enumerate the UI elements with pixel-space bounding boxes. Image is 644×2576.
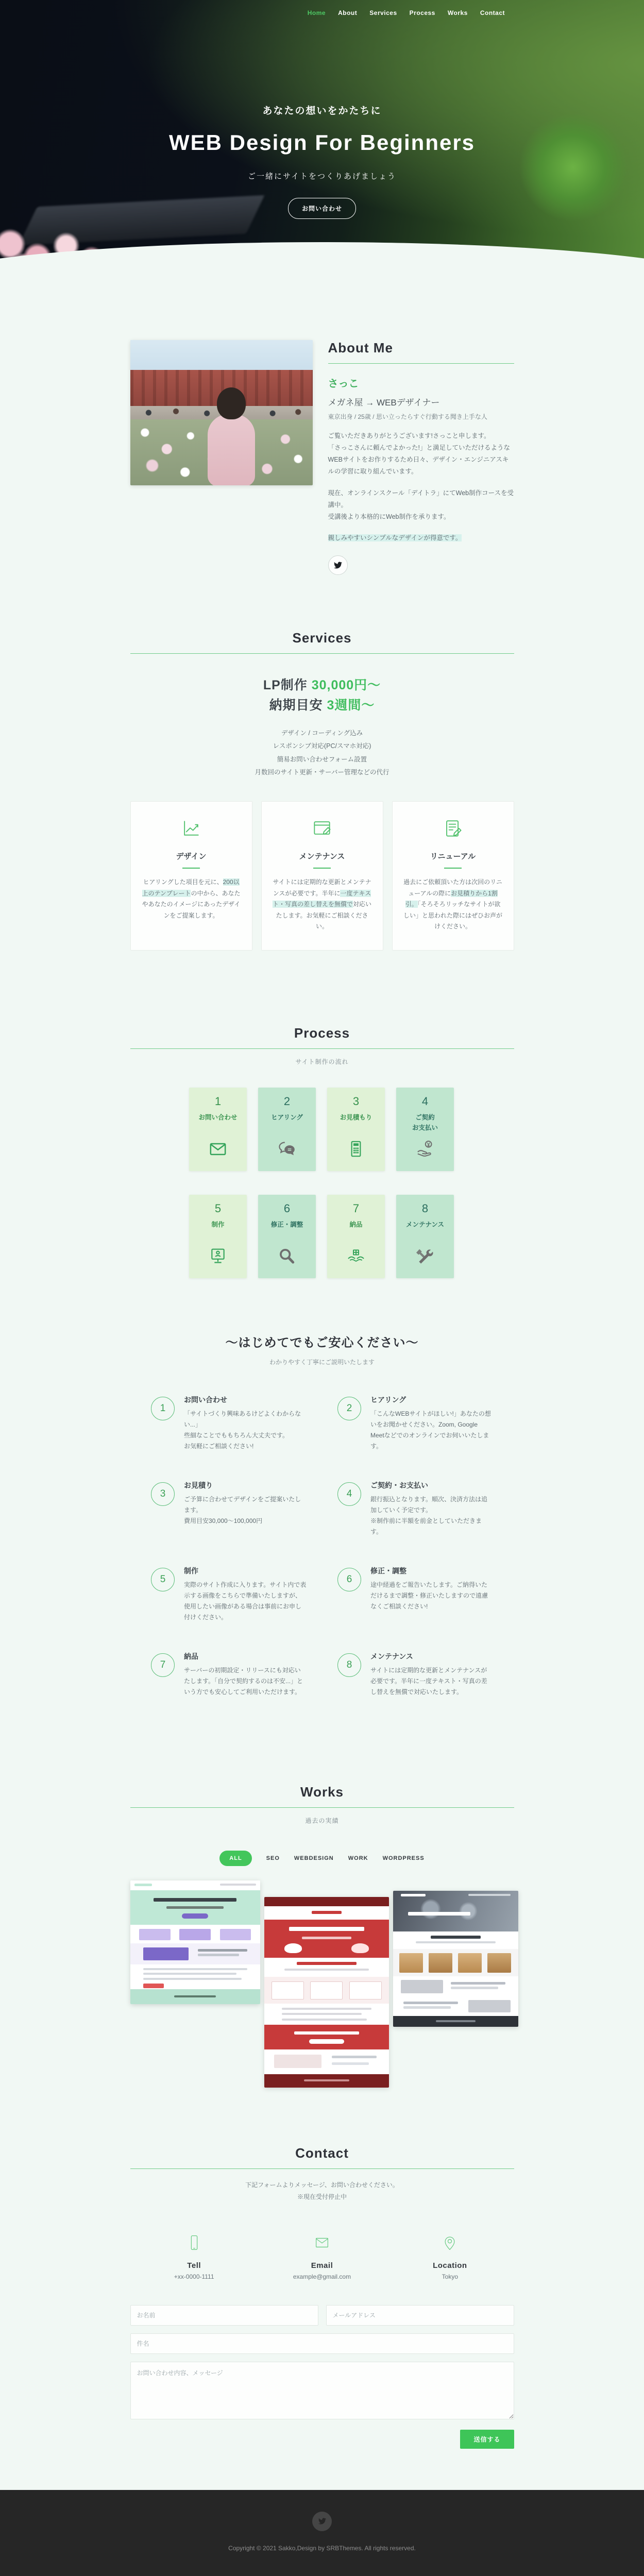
- info-title: Tell: [187, 2261, 201, 2270]
- pin-icon: [441, 2234, 459, 2251]
- mock-logo: [401, 1894, 426, 1896]
- reason-body: [370, 1409, 493, 1452]
- mock-line: [403, 2006, 451, 2009]
- mock-subtitle: [166, 1906, 224, 1909]
- reason-item-4: [337, 1480, 493, 1537]
- step-number: 3: [352, 1094, 360, 1108]
- mock-subtitle: [302, 1937, 352, 1939]
- mock-line: [282, 2019, 367, 2021]
- about-p1-line1: ご覧いただきありがとうございます!さっこと申します。: [328, 432, 490, 439]
- step-number: 8: [421, 1201, 429, 1215]
- info-title: Location: [433, 2261, 467, 2270]
- reason-title: 修正・調整: [370, 1566, 406, 1575]
- filter-seo[interactable]: SEO: [266, 1855, 280, 1861]
- price-value: 30,000円〜: [311, 678, 381, 692]
- about-career: メガネ屋 → WEBデザイナー: [328, 398, 440, 408]
- reason-line: ※制作前に半額を前金としていただきます。: [370, 1517, 482, 1535]
- window-edit-icon: [311, 817, 333, 840]
- mock-feature-band: [393, 1976, 518, 1997]
- reason-item-7: [151, 1651, 307, 1698]
- mock-text-band: [130, 1964, 260, 1989]
- tools-icon: [415, 1246, 435, 1269]
- reason-line: サイトには定期的な更新とメンテナンスが必要です。半年に一度テキスト・写真の差し替えを無償で対応いたします。: [370, 1666, 487, 1696]
- about-name: さっこ: [328, 378, 359, 389]
- mock-title: [408, 1912, 470, 1916]
- mock-grid-band: [264, 2049, 389, 2074]
- step-label: メンテナンス: [405, 1221, 444, 1228]
- reason-number: 3: [151, 1482, 175, 1506]
- body-highlight: 一度テキスト・写真の差し替えを無償で: [272, 889, 371, 908]
- mock-line: [282, 2013, 362, 2015]
- reason-number: 5: [151, 1568, 175, 1591]
- mock-footer: [393, 2016, 518, 2027]
- copyright-text: Copyright © 2021 Sakko,Design by SRBThemes. All rights reserved.: [228, 2544, 416, 2552]
- reason-item-1: [151, 1395, 307, 1452]
- mock-logo-band: [264, 1906, 389, 1920]
- service-card-renewal: [392, 801, 514, 951]
- twitter-button[interactable]: [328, 555, 348, 575]
- step-label: [412, 1112, 438, 1133]
- step-number: 2: [283, 1094, 291, 1108]
- feature-item: 簡易お問い合わせフォーム設置: [277, 755, 367, 763]
- mock-image: [274, 2055, 321, 2068]
- about-profile: 東京出身 / 25歳 / 思い立ったらすぐ行動する聞き上手な人: [328, 413, 487, 420]
- mock-hero: [130, 1890, 260, 1925]
- hero-section: [0, 0, 644, 289]
- service-card-maintenance: [261, 801, 383, 951]
- step-number: 6: [283, 1201, 291, 1215]
- photo-person: [208, 387, 255, 485]
- twitter-icon: [318, 2517, 326, 2525]
- service-title-bar: [444, 868, 462, 869]
- reason-line: 銀行振込となります。順次、決済方法は追加していく予定です。: [370, 1495, 488, 1514]
- mock-card: [139, 1929, 171, 1940]
- mock-line: [174, 1995, 216, 1997]
- reason-title: ヒアリング: [370, 1395, 406, 1404]
- mock-line: [451, 1987, 498, 1989]
- chat-icon: [277, 1139, 297, 1162]
- reason-title: 納品: [184, 1652, 198, 1660]
- mock-card: [272, 1981, 304, 1999]
- reason-item-3: [151, 1480, 307, 1537]
- info-value: Tokyo: [442, 2273, 458, 2280]
- work-thumbnail-3[interactable]: [393, 1891, 518, 2027]
- mock-text-band: [264, 2004, 389, 2025]
- hero-curve-divider: [0, 242, 644, 289]
- service-title-bar: [313, 868, 331, 869]
- mock-text-band: [393, 1931, 518, 1949]
- nav-item-process[interactable]: Process: [409, 9, 435, 16]
- payment-icon: [415, 1139, 435, 1162]
- services-section: [130, 607, 514, 997]
- mock-footer: [130, 1989, 260, 2004]
- contact-info-row: [130, 2234, 514, 2280]
- contact-form: [130, 2305, 514, 2449]
- mock-topbar: [264, 1897, 389, 1907]
- reason-line: 途中経過をご報告いたします。ご納得いただけるまで調整・修正いたしますので遠慮なくご相談ください!: [370, 1581, 488, 1610]
- reason-number: 7: [151, 1653, 175, 1677]
- hero-tagline: あなたの想いをかたちに: [262, 106, 382, 116]
- photo-person-hair: [217, 387, 246, 419]
- phone-icon: [185, 2234, 203, 2251]
- footer: [0, 2490, 644, 2576]
- mock-line: [198, 1949, 247, 1952]
- step-label: 制作: [211, 1221, 225, 1228]
- nav-item-about[interactable]: About: [338, 9, 358, 16]
- process-step-4: [396, 1088, 454, 1171]
- mock-navlinks: [220, 1884, 256, 1886]
- monitor-icon: [208, 1246, 228, 1269]
- about-section: [130, 289, 514, 607]
- nav-item-services[interactable]: Services: [369, 9, 397, 16]
- body-text: の中から、あなたやあなたのイメージにあったデザインをご提案します。: [142, 889, 241, 919]
- about-highlight: 親しみやすいシンプルなデザインが得意です。: [328, 534, 462, 541]
- step-label: ヒアリング: [271, 1113, 303, 1121]
- reason-number: 8: [337, 1653, 361, 1677]
- mock-line: [198, 1954, 240, 1956]
- message-textarea[interactable]: [130, 2362, 514, 2419]
- body-text: 対応いたします。お気軽にご相談ください。: [276, 901, 372, 930]
- mock-feature-band: [130, 1943, 260, 1964]
- contact-desc-line: 下記フォームよりメッセージ、お問い合わせください。: [245, 2181, 399, 2189]
- name-input[interactable]: [130, 2305, 318, 2326]
- reason-line: ご予算に合わせてデザインをご提案いたします。: [184, 1495, 301, 1514]
- contact-note: ※現在受付停止中: [297, 2193, 347, 2200]
- contact-section: [130, 2088, 514, 2490]
- works-heading: Works: [300, 1784, 344, 1800]
- mock-line: [403, 2002, 459, 2004]
- service-card-body: [141, 877, 242, 921]
- mock-image: [143, 1947, 189, 1960]
- process-step-5: [189, 1195, 247, 1278]
- reason-number: 2: [337, 1397, 361, 1420]
- process-step-3: [327, 1088, 385, 1171]
- process-step-6: [258, 1195, 316, 1278]
- mock-product: [399, 1953, 423, 1973]
- reason-item-5: [151, 1566, 307, 1623]
- delivery-icon: [346, 1246, 366, 1269]
- reason-line: 「こんなWEBサイトがほしい!」あなたの想いをお聞かせください。Zoom, Google Meetなどでのオンラインでお伺いいたします。: [370, 1410, 491, 1450]
- step-label: お問い合わせ: [198, 1113, 238, 1121]
- contact-info-email: [258, 2234, 386, 2280]
- mock-card: [179, 1929, 211, 1940]
- mock-line: [332, 2062, 369, 2065]
- mock-cta: [182, 1913, 208, 1919]
- works-section: [130, 1728, 514, 2088]
- mock-image: [468, 2000, 511, 2012]
- reason-title: メンテナンス: [370, 1652, 413, 1660]
- process-heading: Process: [294, 1025, 350, 1041]
- mock-product: [429, 1953, 452, 1973]
- mock-line: [451, 1982, 506, 1985]
- body-highlight: お見積りから1割引。: [405, 889, 498, 908]
- mock-line: [282, 2008, 371, 2010]
- subject-input[interactable]: [130, 2333, 514, 2354]
- chart-icon: [180, 817, 202, 840]
- mock-title: [154, 1898, 236, 1902]
- calculator-icon: [346, 1139, 366, 1162]
- document-edit-icon: [442, 817, 464, 840]
- mock-card: [349, 1981, 382, 1999]
- mock-products-row: [393, 1949, 518, 1976]
- works-heading-underline: [130, 1807, 514, 1808]
- mock-figure: [284, 1943, 302, 1953]
- services-heading: Services: [292, 630, 352, 646]
- body-highlight: 200以上のテンプレート: [142, 878, 240, 897]
- mock-line: [143, 1968, 247, 1970]
- mock-figure: [351, 1943, 369, 1953]
- contact-heading-underline: [130, 2168, 514, 2169]
- reason-number: 4: [337, 1482, 361, 1506]
- mock-text-band: [264, 1958, 389, 1977]
- reason-body: [370, 1494, 493, 1537]
- about-photo: [130, 340, 313, 485]
- mock-line: [294, 2031, 359, 2035]
- submit-button[interactable]: 送信する: [460, 2430, 514, 2449]
- filter-work[interactable]: WORK: [348, 1855, 368, 1861]
- filter-all[interactable]: ALL: [219, 1851, 251, 1866]
- mock-button: [143, 1984, 164, 1988]
- process-step-2: [258, 1088, 316, 1171]
- services-pricing: [130, 675, 514, 716]
- mock-line: [304, 2079, 349, 2081]
- mock-line: [143, 1978, 242, 1980]
- reason-line: サーバーの初期設定・リリースにも対応いたします。「自分で契約するのは不安...」という方でも安心してご利用いただけます。: [184, 1666, 303, 1696]
- price-line: [130, 675, 514, 696]
- process-section: [130, 997, 514, 1301]
- price-label: LP制作: [263, 678, 312, 692]
- work-thumbnail-2[interactable]: [264, 1897, 389, 2088]
- hero-contact-button[interactable]: お問い合わせ: [288, 198, 356, 219]
- hero-subtitle: ご一緒にサイトをつくりあげましょう: [248, 172, 396, 181]
- service-card-body: [272, 877, 372, 933]
- about-p2-line1: 現在、オンラインスクール「デイトラ」にてWeb制作コースを受講中。: [328, 489, 514, 509]
- reason-line: 「サイトづくり興味あるけどよくわからない...」: [184, 1410, 301, 1428]
- reason-title: ご契約・お支払い: [370, 1481, 428, 1489]
- mock-line: [143, 1973, 237, 1975]
- reason-item-6: [337, 1566, 493, 1623]
- reason-body: [184, 1580, 307, 1623]
- mock-cards-row: [264, 1977, 389, 2004]
- reason-body: [370, 1665, 493, 1698]
- mock-footer: [264, 2074, 389, 2088]
- reason-title: お問い合わせ: [184, 1395, 227, 1404]
- reason-title: お見積り: [184, 1481, 213, 1489]
- mock-banner: [264, 2025, 389, 2049]
- service-card-body: [403, 877, 503, 933]
- reason-number: 1: [151, 1397, 175, 1420]
- mail-icon: [313, 2234, 331, 2251]
- delivery-line: [130, 696, 514, 716]
- reason-line: 実際のサイト作成に入ります。サイト内で表示する画像をこちらで準備いたしますが、使用したい画像がある場合は事前にお申し付けください。: [184, 1581, 307, 1621]
- mock-button: [309, 2039, 344, 2044]
- reason-line: 費用目安30,000〜100,000円: [184, 1517, 263, 1524]
- services-feature-list: [130, 727, 514, 780]
- nav-item-home[interactable]: Home: [307, 9, 326, 16]
- reassurance-section: [130, 1301, 514, 1728]
- service-title-bar: [182, 868, 200, 869]
- contact-description: [130, 2179, 514, 2203]
- magnifier-icon: [277, 1246, 297, 1269]
- twitter-icon: [334, 561, 342, 569]
- info-title: Email: [311, 2261, 333, 2270]
- reassurance-subtitle: わかりやすく丁寧にご説明いたします: [269, 1358, 375, 1366]
- mock-card: [310, 1981, 343, 1999]
- info-value: example@gmail.com: [293, 2273, 351, 2280]
- step-number: 5: [214, 1201, 222, 1215]
- services-heading-underline: [130, 653, 514, 654]
- service-card-title: リニューアル: [430, 852, 476, 861]
- mock-line: [284, 1969, 369, 1971]
- body-text: ヒアリングした項目を元に、: [143, 878, 223, 886]
- about-heading-underline: [328, 363, 514, 364]
- email-input[interactable]: [326, 2305, 514, 2326]
- reason-line: お気軽にご相談ください!: [184, 1442, 254, 1450]
- step-label-line1: ご契約: [415, 1113, 435, 1121]
- reason-item-8: [337, 1651, 493, 1698]
- step-label-line2: お支払い: [412, 1124, 438, 1131]
- feature-item: 月数回のサイト更新・サーバー管理などの代行: [255, 769, 389, 776]
- footer-twitter-button[interactable]: [312, 2512, 332, 2531]
- delivery-label: 納期目安: [269, 698, 327, 713]
- about-p1-line2: 「さっこさんに頼んでよかった!」と満足していただけるようなWEBサイトをお作りするため日々、デザイン・エンジニアスキルの学習に取り組んでいます。: [328, 444, 510, 476]
- about-p2-line2: 受講後より本格的にWeb制作を承ります。: [328, 513, 450, 520]
- works-subtitle: 過去の実績: [305, 1817, 339, 1824]
- reason-item-2: [337, 1395, 493, 1452]
- about-paragraph-3: [328, 532, 514, 544]
- mock-photo-hero: [393, 1891, 518, 1931]
- contact-info-tel: [130, 2234, 258, 2280]
- mock-hero: [264, 1920, 389, 1958]
- mock-cards-row: [130, 1925, 260, 1943]
- about-paragraph-1: [328, 430, 514, 478]
- filter-webdesign[interactable]: WEBDESIGN: [294, 1855, 334, 1861]
- step-number: 7: [352, 1201, 360, 1215]
- mock-card: [220, 1929, 251, 1940]
- step-label: 納品: [349, 1221, 363, 1228]
- step-label: 修正・調整: [270, 1221, 303, 1228]
- filter-wordpress[interactable]: WORDPRESS: [382, 1855, 425, 1861]
- step-number: 4: [421, 1094, 429, 1108]
- reason-body: [184, 1409, 307, 1452]
- reason-number: 6: [337, 1568, 361, 1591]
- mock-line: [332, 2056, 377, 2058]
- body-text: 「そろそろリッチなサイトが欲しい」と思われた際にはぜひお声がけください。: [403, 901, 502, 930]
- body-text: サイトには定期的な更新とメンテナンスが必要です。半年に: [273, 878, 371, 897]
- mock-line: [436, 2020, 476, 2022]
- process-subtitle: サイト制作の流れ: [295, 1058, 349, 1065]
- nav-item-works[interactable]: Works: [447, 9, 468, 16]
- mock-navbar: [130, 1880, 260, 1890]
- mock-product: [487, 1953, 511, 1973]
- works-gallery: [130, 1880, 518, 2088]
- nav-item-contact[interactable]: Contact: [480, 9, 505, 16]
- mock-navlinks: [468, 1894, 511, 1896]
- work-thumbnail-1[interactable]: [130, 1880, 260, 2004]
- mock-product: [458, 1953, 482, 1973]
- feature-item: デザイン / コーディング込み: [281, 729, 363, 737]
- reason-title: 制作: [184, 1566, 198, 1575]
- contact-heading: Contact: [295, 2145, 349, 2161]
- reassurance-heading: 〜はじめてでもご安心ください〜: [225, 1335, 419, 1350]
- mock-heading: [297, 1962, 357, 1965]
- photo-sky: [130, 340, 313, 370]
- process-step-8: [396, 1195, 454, 1278]
- step-label: お見積もり: [340, 1113, 372, 1121]
- delivery-value: 3週間〜: [327, 698, 375, 713]
- service-card-title: デザイン: [176, 852, 207, 861]
- mock-heading: [431, 1936, 481, 1939]
- service-card-title: メンテナンス: [299, 852, 345, 861]
- info-value: +xx-0000-1111: [174, 2273, 214, 2280]
- mock-feature-band: [393, 1997, 518, 2016]
- service-card-design: [130, 801, 252, 951]
- mock-line: [416, 1941, 496, 1943]
- process-heading-underline: [130, 1048, 514, 1049]
- mock-logo: [312, 1911, 342, 1914]
- feature-item: レスポンシブ対応(PC/スマホ対応): [273, 742, 371, 750]
- body-text: 過去にご依頼頂いた方は次回のリニューアルの際に: [403, 878, 502, 897]
- reason-body: [370, 1580, 493, 1612]
- process-step-7: [327, 1195, 385, 1278]
- photo-person-body: [208, 414, 255, 485]
- hero-title: WEB Design For Beginners: [168, 130, 476, 155]
- works-filter-bar: [130, 1851, 514, 1866]
- mock-logo: [134, 1884, 152, 1886]
- reason-line: 些細なことでももちろん大丈夫です。: [184, 1431, 289, 1439]
- reason-body: [184, 1665, 307, 1698]
- step-number: 1: [214, 1094, 222, 1108]
- about-paragraph-2: [328, 487, 514, 523]
- about-heading: About Me: [328, 340, 393, 355]
- contact-info-location: [386, 2234, 514, 2280]
- mock-image: [401, 1980, 443, 1993]
- process-step-1: [189, 1088, 247, 1171]
- reason-body: [184, 1494, 307, 1527]
- envelope-icon: [208, 1139, 228, 1162]
- mock-title: [289, 1927, 364, 1931]
